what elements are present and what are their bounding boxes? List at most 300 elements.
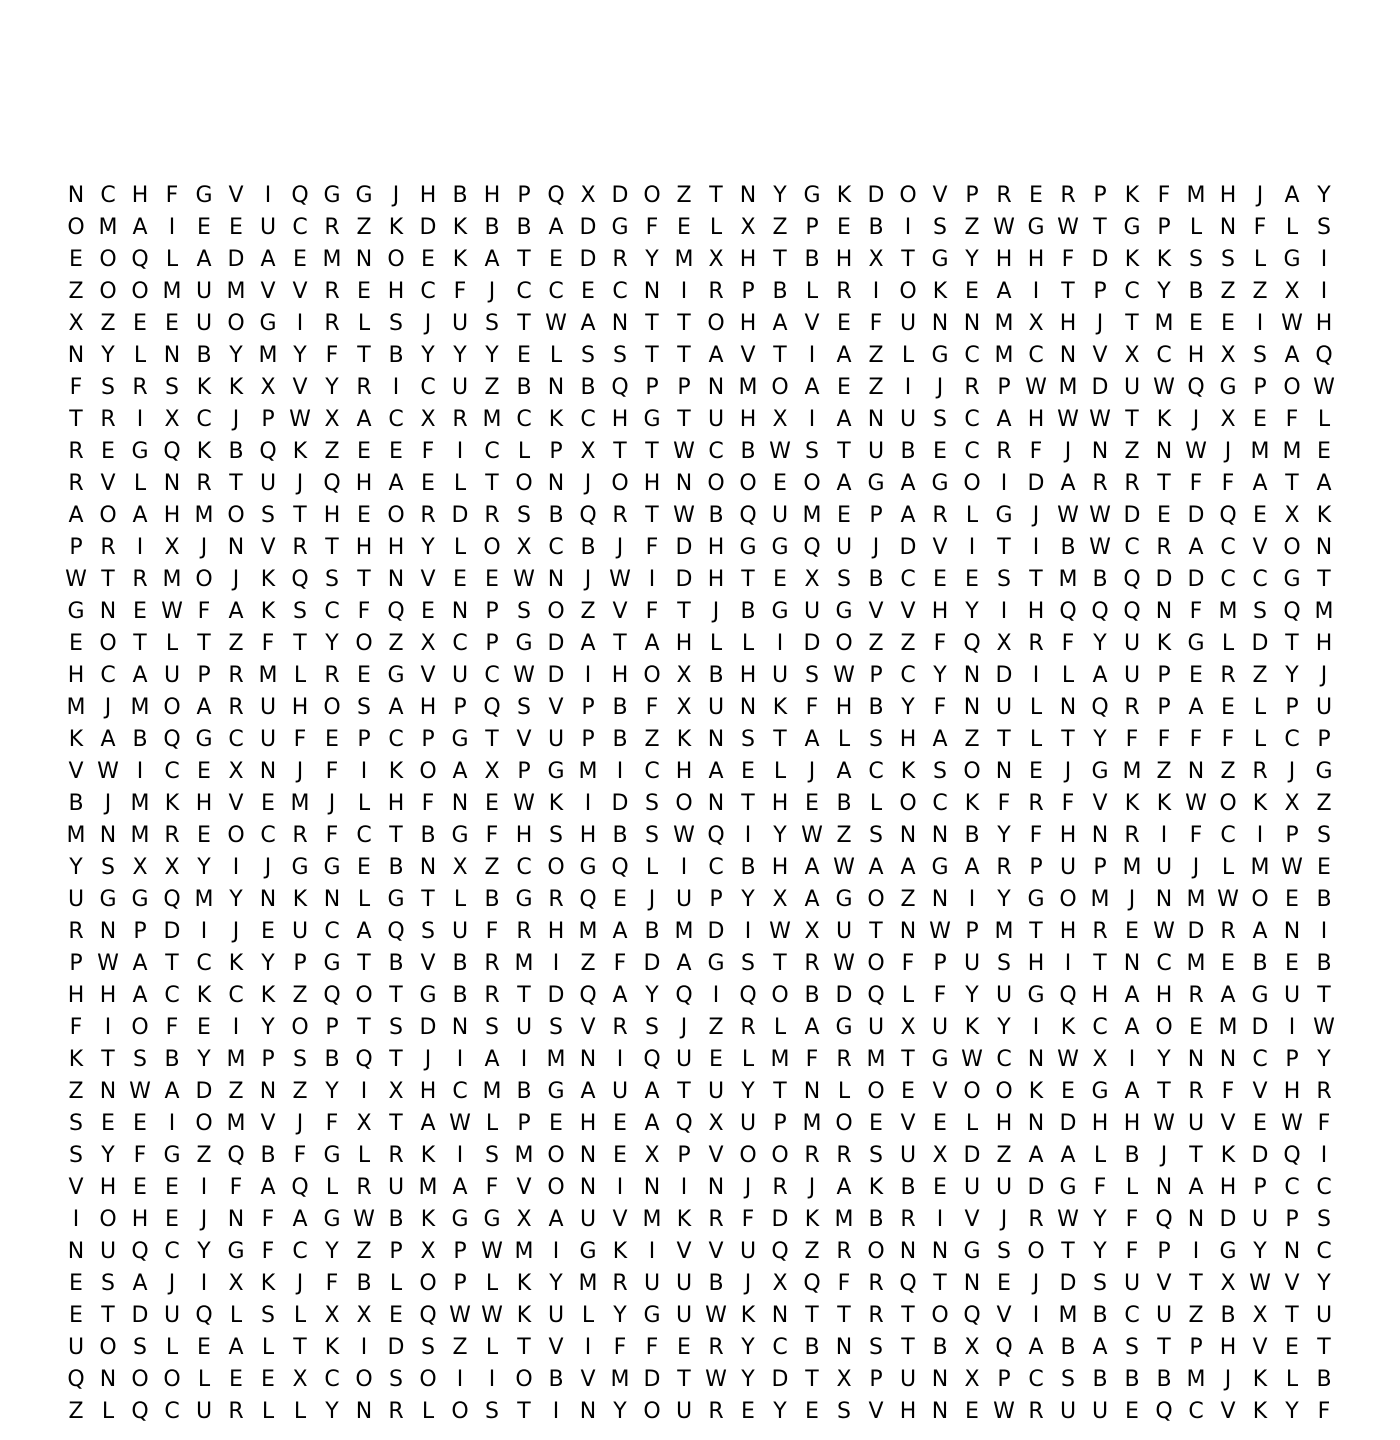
grid-letter: W xyxy=(929,919,951,944)
grid-letter: A xyxy=(260,247,276,272)
grid-letter: Z xyxy=(708,1015,724,1040)
grid-letter: W xyxy=(673,503,695,528)
grid-letter: O xyxy=(771,1143,789,1168)
grid-letter: R xyxy=(1188,1079,1204,1104)
grid-letter: U xyxy=(931,1015,949,1040)
grid-letter: E xyxy=(1189,663,1203,688)
grid-letter: O xyxy=(227,311,245,336)
grid-letter: R xyxy=(1092,919,1108,944)
grid-letter: S xyxy=(869,1143,883,1168)
grid-letter: U xyxy=(899,1367,917,1392)
grid-letter: B xyxy=(772,279,788,304)
grid-letter: A xyxy=(612,919,628,944)
grid-letter: G xyxy=(931,855,949,880)
grid-letter: C xyxy=(1220,535,1236,560)
grid-row xyxy=(60,980,1350,1012)
grid-letter: M xyxy=(1186,183,1206,208)
grid-letter: O xyxy=(771,983,789,1008)
grid-letter: S xyxy=(997,951,1011,976)
grid-letter: W xyxy=(993,215,1015,240)
grid-letter: X xyxy=(484,759,500,784)
grid-letter: G xyxy=(867,471,885,496)
grid-letter: K xyxy=(676,727,692,752)
grid-letter: A xyxy=(804,375,820,400)
grid-letter: U xyxy=(451,311,469,336)
grid-letter: C xyxy=(196,951,212,976)
grid-letter: S xyxy=(837,567,851,592)
grid-letter: G xyxy=(771,535,789,560)
grid-letter: O xyxy=(707,471,725,496)
grid-letter: X xyxy=(228,759,244,784)
grid-letter: N xyxy=(579,1143,597,1168)
grid-letter: H xyxy=(675,759,693,784)
grid-letter: B xyxy=(740,439,756,464)
grid-row xyxy=(60,308,1350,340)
grid-letter: N xyxy=(835,1335,853,1360)
grid-letter: W xyxy=(1281,311,1303,336)
grid-row xyxy=(60,948,1350,980)
grid-letter: R xyxy=(932,503,948,528)
grid-letter: U xyxy=(451,919,469,944)
grid-letter: N xyxy=(163,471,181,496)
grid-letter: F xyxy=(901,951,915,976)
grid-letter: P xyxy=(1285,823,1299,848)
grid-letter: P xyxy=(965,183,979,208)
grid-letter: T xyxy=(485,471,499,496)
grid-letter: G xyxy=(835,887,853,912)
grid-letter: V xyxy=(420,567,436,592)
grid-letter: E xyxy=(133,599,147,624)
grid-row xyxy=(60,788,1350,820)
grid-letter: O xyxy=(291,1015,309,1040)
grid-letter: G xyxy=(547,759,565,784)
grid-letter: U xyxy=(1091,1399,1109,1424)
grid-letter: Z xyxy=(1220,759,1236,784)
grid-letter: E xyxy=(677,1335,691,1360)
grid-letter: Y xyxy=(741,887,755,912)
grid-letter: A xyxy=(804,1015,820,1040)
grid-letter: V xyxy=(1092,343,1108,368)
grid-letter: E xyxy=(69,247,83,272)
grid-letter: U xyxy=(1315,695,1333,720)
grid-letter: L xyxy=(261,1399,275,1424)
grid-letter: A xyxy=(1092,663,1108,688)
grid-letter: L xyxy=(325,1175,339,1200)
grid-letter: A xyxy=(228,1335,244,1360)
grid-letter: K xyxy=(1156,407,1172,432)
grid-letter: N xyxy=(259,887,277,912)
grid-letter: A xyxy=(900,855,916,880)
grid-letter: T xyxy=(1285,471,1299,496)
grid-letter: S xyxy=(549,823,563,848)
grid-letter: R xyxy=(612,247,628,272)
grid-letter: U xyxy=(963,1175,981,1200)
grid-letter: B xyxy=(1316,887,1332,912)
grid-letter: T xyxy=(1093,951,1107,976)
grid-letter: S xyxy=(933,759,947,784)
grid-letter: D xyxy=(1251,1143,1269,1168)
grid-letter: V xyxy=(996,1303,1012,1328)
grid-letter: N xyxy=(1219,215,1237,240)
grid-letter: G xyxy=(707,951,725,976)
grid-letter: Y xyxy=(325,1239,339,1264)
grid-letter: O xyxy=(963,471,981,496)
grid-letter: O xyxy=(99,247,117,272)
grid-letter: E xyxy=(837,503,851,528)
grid-letter: Y xyxy=(965,983,979,1008)
grid-letter: P xyxy=(869,1367,883,1392)
grid-letter: X xyxy=(900,1015,916,1040)
grid-letter: I xyxy=(872,279,880,304)
grid-letter: D xyxy=(579,215,597,240)
grid-letter: Q xyxy=(419,1303,437,1328)
grid-letter: T xyxy=(357,951,371,976)
grid-letter: U xyxy=(1123,631,1141,656)
grid-letter: C xyxy=(100,183,116,208)
grid-letter: I xyxy=(648,567,656,592)
grid-letter: R xyxy=(708,1399,724,1424)
grid-letter: M xyxy=(1250,855,1270,880)
grid-letter: H xyxy=(355,535,373,560)
grid-letter: C xyxy=(580,407,596,432)
grid-letter: C xyxy=(388,407,404,432)
grid-letter: E xyxy=(421,471,435,496)
grid-letter: T xyxy=(357,1015,371,1040)
grid-letter: D xyxy=(1187,919,1205,944)
grid-letter: T xyxy=(1317,567,1331,592)
grid-letter: B xyxy=(612,727,628,752)
grid-letter: M xyxy=(482,407,502,432)
grid-letter: M xyxy=(1058,375,1078,400)
grid-letter: R xyxy=(996,439,1012,464)
grid-letter: A xyxy=(708,343,724,368)
grid-letter: E xyxy=(997,1271,1011,1296)
grid-letter: P xyxy=(1285,1047,1299,1072)
grid-letter: F xyxy=(1317,1111,1331,1136)
grid-letter: F xyxy=(197,599,211,624)
grid-letter: A xyxy=(356,919,372,944)
grid-letter: Y xyxy=(69,855,83,880)
grid-letter: E xyxy=(901,1079,915,1104)
grid-letter: B xyxy=(836,791,852,816)
grid-letter: R xyxy=(868,1303,884,1328)
grid-letter: G xyxy=(1283,247,1301,272)
grid-letter: P xyxy=(933,951,947,976)
grid-letter: E xyxy=(1189,1015,1203,1040)
grid-letter: V xyxy=(228,791,244,816)
grid-letter: H xyxy=(1027,407,1045,432)
grid-letter: D xyxy=(643,951,661,976)
grid-letter: M xyxy=(1122,855,1142,880)
grid-letter: I xyxy=(584,791,592,816)
grid-letter: L xyxy=(1253,727,1267,752)
grid-letter: Q xyxy=(1155,1207,1173,1232)
grid-letter: A xyxy=(484,247,500,272)
grid-letter: E xyxy=(1285,951,1299,976)
grid-letter: H xyxy=(1059,311,1077,336)
grid-letter: W xyxy=(705,1367,727,1392)
grid-letter: C xyxy=(324,1367,340,1392)
grid-row xyxy=(60,916,1350,948)
grid-letter: V xyxy=(292,279,308,304)
grid-letter: W xyxy=(1249,1271,1271,1296)
grid-letter: Y xyxy=(965,247,979,272)
grid-letter: Z xyxy=(356,1239,372,1264)
grid-letter: Y xyxy=(1317,1271,1331,1296)
grid-letter: U xyxy=(1059,855,1077,880)
grid-letter: U xyxy=(67,887,85,912)
grid-letter: G xyxy=(1027,887,1045,912)
grid-letter: E xyxy=(549,247,563,272)
grid-letter: O xyxy=(643,183,661,208)
grid-letter: R xyxy=(1028,631,1044,656)
grid-letter: M xyxy=(1282,439,1302,464)
grid-letter: K xyxy=(292,887,308,912)
grid-letter: Q xyxy=(323,471,341,496)
grid-letter: J xyxy=(200,1207,208,1232)
grid-letter: O xyxy=(867,951,885,976)
grid-letter: Y xyxy=(229,343,243,368)
grid-letter: S xyxy=(933,407,947,432)
grid-letter: V xyxy=(68,1175,84,1200)
grid-letter: I xyxy=(584,1335,592,1360)
grid-letter: P xyxy=(1157,1239,1171,1264)
grid-letter: L xyxy=(293,1303,307,1328)
grid-letter: O xyxy=(1219,791,1237,816)
grid-letter: M xyxy=(1314,599,1334,624)
grid-letter: C xyxy=(1156,951,1172,976)
grid-letter: U xyxy=(643,1271,661,1296)
grid-letter: B xyxy=(388,343,404,368)
grid-letter: J xyxy=(1320,663,1328,688)
grid-letter: H xyxy=(1091,983,1109,1008)
grid-letter: G xyxy=(1219,1239,1237,1264)
grid-letter: Q xyxy=(899,1271,917,1296)
grid-letter: A xyxy=(804,855,820,880)
grid-letter: S xyxy=(1317,215,1331,240)
grid-letter: B xyxy=(484,887,500,912)
grid-letter: U xyxy=(67,1335,85,1360)
grid-letter: Z xyxy=(868,631,884,656)
grid-letter: J xyxy=(424,311,432,336)
grid-letter: F xyxy=(1157,727,1171,752)
grid-letter: C xyxy=(164,1399,180,1424)
grid-letter: G xyxy=(579,855,597,880)
grid-letter: H xyxy=(739,663,757,688)
grid-letter: A xyxy=(132,663,148,688)
grid-letter: F xyxy=(933,695,947,720)
grid-letter: L xyxy=(485,1335,499,1360)
grid-letter: P xyxy=(325,1015,339,1040)
grid-letter: S xyxy=(613,343,627,368)
grid-letter: X xyxy=(1284,503,1300,528)
grid-letter: F xyxy=(133,1143,147,1168)
grid-letter: T xyxy=(357,343,371,368)
grid-letter: E xyxy=(1157,503,1171,528)
grid-letter: O xyxy=(643,663,661,688)
grid-letter: R xyxy=(68,471,84,496)
grid-letter: F xyxy=(325,823,339,848)
grid-letter: Y xyxy=(741,1079,755,1104)
grid-letter: W xyxy=(1057,215,1079,240)
grid-letter: H xyxy=(387,279,405,304)
grid-letter: S xyxy=(485,1015,499,1040)
grid-letter: P xyxy=(261,407,275,432)
grid-letter: O xyxy=(99,503,117,528)
grid-letter: M xyxy=(802,503,822,528)
grid-letter: U xyxy=(547,727,565,752)
grid-letter: R xyxy=(548,887,564,912)
grid-letter: N xyxy=(387,567,405,592)
grid-letter: H xyxy=(1027,247,1045,272)
grid-letter: P xyxy=(1093,183,1107,208)
grid-letter: J xyxy=(1224,439,1232,464)
grid-letter: M xyxy=(546,1047,566,1072)
grid-letter: O xyxy=(547,599,565,624)
grid-letter: N xyxy=(899,1239,917,1264)
grid-letter: H xyxy=(99,1175,117,1200)
grid-letter: I xyxy=(136,759,144,784)
grid-letter: T xyxy=(677,599,691,624)
grid-letter: G xyxy=(1219,375,1237,400)
grid-letter: X xyxy=(964,1367,980,1392)
grid-letter: L xyxy=(1317,407,1331,432)
grid-letter: V xyxy=(100,471,116,496)
grid-letter: I xyxy=(104,1015,112,1040)
grid-letter: H xyxy=(931,599,949,624)
grid-letter: Q xyxy=(611,375,629,400)
grid-letter: V xyxy=(260,1111,276,1136)
grid-letter: T xyxy=(837,1303,851,1328)
grid-letter: C xyxy=(1028,1367,1044,1392)
grid-letter: N xyxy=(931,311,949,336)
grid-letter: M xyxy=(194,887,214,912)
grid-letter: C xyxy=(644,759,660,784)
grid-letter: P xyxy=(1253,1175,1267,1200)
grid-letter: T xyxy=(773,247,787,272)
grid-letter: N xyxy=(579,1399,597,1424)
grid-letter: F xyxy=(69,375,83,400)
grid-letter: N xyxy=(963,1271,981,1296)
grid-letter: W xyxy=(769,439,791,464)
grid-letter: L xyxy=(549,343,563,368)
grid-letter: L xyxy=(453,887,467,912)
grid-letter: J xyxy=(1192,855,1200,880)
grid-letter: O xyxy=(899,791,917,816)
grid-letter: K xyxy=(1156,247,1172,272)
grid-letter: Z xyxy=(676,183,692,208)
grid-letter: U xyxy=(291,919,309,944)
grid-letter: N xyxy=(867,407,885,432)
grid-letter: T xyxy=(293,631,307,656)
grid-letter: W xyxy=(1217,887,1239,912)
grid-letter: L xyxy=(1029,727,1043,752)
grid-letter: X xyxy=(868,247,884,272)
grid-letter: K xyxy=(1220,1143,1236,1168)
grid-letter: B xyxy=(804,983,820,1008)
grid-letter: J xyxy=(200,535,208,560)
grid-letter: M xyxy=(578,759,598,784)
grid-letter: Q xyxy=(547,183,565,208)
grid-letter: S xyxy=(1253,599,1267,624)
grid-letter: T xyxy=(837,439,851,464)
grid-letter: D xyxy=(131,1303,149,1328)
grid-letter: N xyxy=(803,1079,821,1104)
grid-letter: N xyxy=(1155,599,1173,624)
grid-letter: Y xyxy=(197,855,211,880)
grid-letter: C xyxy=(1252,567,1268,592)
grid-letter: A xyxy=(388,695,404,720)
grid-letter: U xyxy=(963,951,981,976)
grid-letter: F xyxy=(613,951,627,976)
grid-row xyxy=(60,436,1350,468)
grid-letter: U xyxy=(771,503,789,528)
grid-letter: J xyxy=(264,855,272,880)
grid-letter: B xyxy=(900,1175,916,1200)
grid-letter: U xyxy=(675,1303,693,1328)
grid-letter: E xyxy=(677,215,691,240)
grid-letter: B xyxy=(1188,279,1204,304)
grid-letter: F xyxy=(293,1143,307,1168)
grid-letter: B xyxy=(740,599,756,624)
grid-letter: E xyxy=(293,247,307,272)
grid-letter: N xyxy=(1187,1047,1205,1072)
grid-letter: A xyxy=(1060,471,1076,496)
grid-letter: F xyxy=(869,311,883,336)
grid-letter: S xyxy=(1221,247,1235,272)
grid-letter: M xyxy=(418,1175,438,1200)
grid-letter: E xyxy=(229,1367,243,1392)
grid-letter: S xyxy=(69,1143,83,1168)
grid-letter: R xyxy=(1188,983,1204,1008)
grid-letter: W xyxy=(1057,1207,1079,1232)
grid-letter: G xyxy=(1027,983,1045,1008)
grid-letter: X xyxy=(1220,343,1236,368)
grid-letter: E xyxy=(1029,759,1043,784)
grid-letter: S xyxy=(389,1015,403,1040)
grid-letter: Y xyxy=(1253,1239,1267,1264)
grid-letter: I xyxy=(1256,823,1264,848)
grid-letter: Z xyxy=(1252,279,1268,304)
grid-letter: V xyxy=(932,535,948,560)
grid-letter: C xyxy=(1124,279,1140,304)
grid-letter: O xyxy=(131,279,149,304)
grid-letter: A xyxy=(580,311,596,336)
grid-letter: V xyxy=(900,599,916,624)
grid-letter: B xyxy=(1252,951,1268,976)
grid-letter: L xyxy=(773,759,787,784)
grid-letter: E xyxy=(1285,887,1299,912)
grid-letter: T xyxy=(741,791,755,816)
grid-letter: M xyxy=(1186,951,1206,976)
grid-letter: N xyxy=(963,663,981,688)
grid-letter: Q xyxy=(1059,983,1077,1008)
grid-letter: K xyxy=(548,791,564,816)
grid-letter: S xyxy=(517,599,531,624)
grid-letter: N xyxy=(643,279,661,304)
grid-letter: J xyxy=(1192,407,1200,432)
grid-letter: G xyxy=(451,1207,469,1232)
grid-letter: B xyxy=(1316,1367,1332,1392)
grid-letter: J xyxy=(872,535,880,560)
grid-letter: Q xyxy=(995,1335,1013,1360)
grid-letter: G xyxy=(387,887,405,912)
grid-letter: G xyxy=(291,855,309,880)
grid-letter: C xyxy=(1316,1175,1332,1200)
grid-letter: J xyxy=(232,567,240,592)
grid-letter: I xyxy=(1320,919,1328,944)
grid-letter: K xyxy=(452,215,468,240)
